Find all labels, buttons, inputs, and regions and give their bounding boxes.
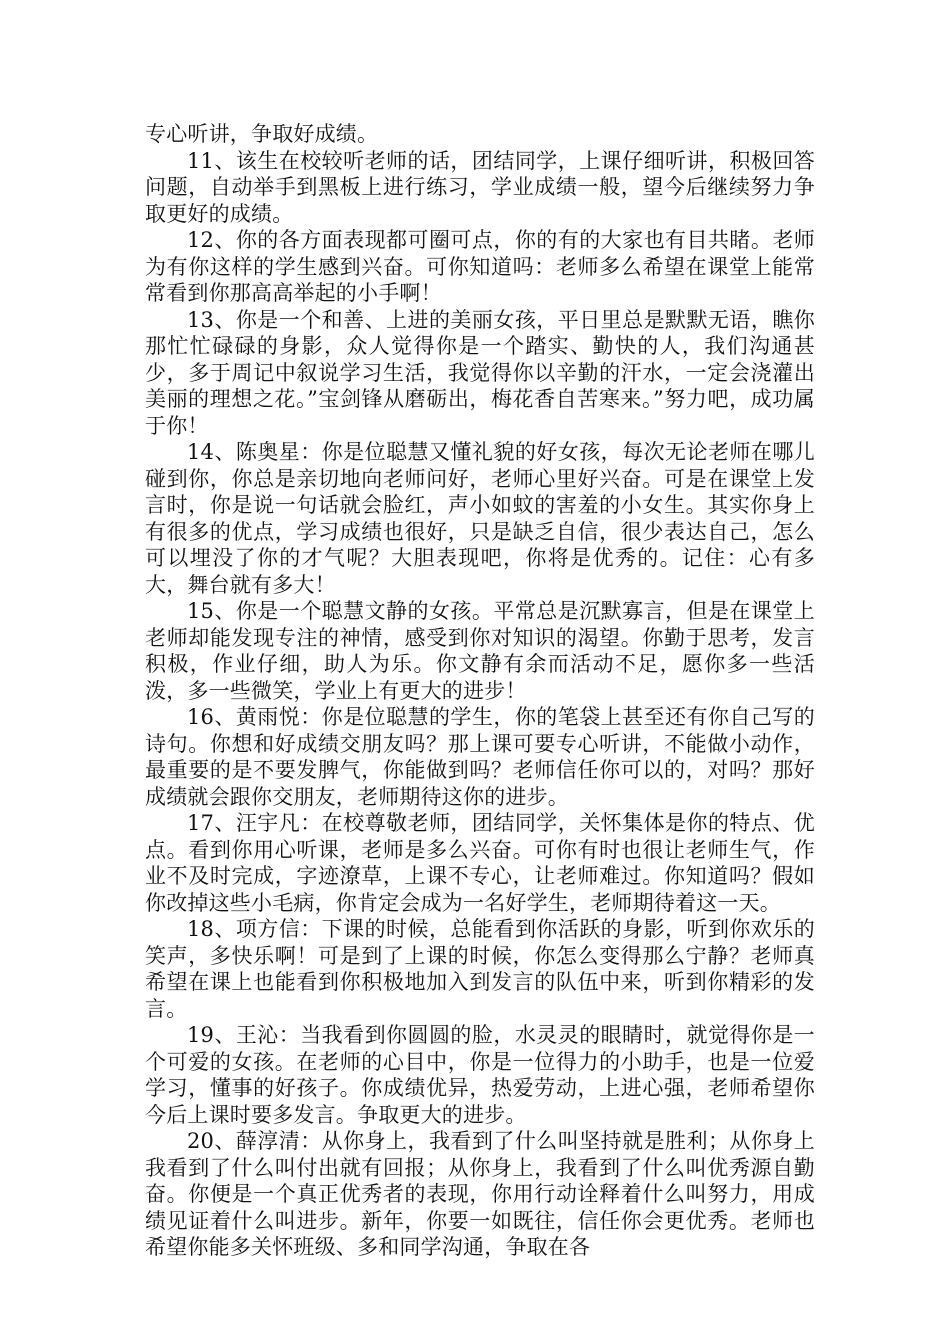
paragraph-comment-13: 13、你是一个和善、上进的美丽女孩，平日里总是默默无语，瞧你那忙忙碌碌的身影，众人觉得你是一个踏实、勤快的人，我们沟通甚少，多于周记中叙说学习生活，我觉得你以辛勤的汗水，一定会浇灌出美丽的理想之花。”宝剑锋从磨砺出，梅花香自苦寒来。”努力吧，成功属于你！ [145, 307, 815, 438]
paragraph-comment-15: 15、你是一个聪慧文静的女孩。平常总是沉默寡言，但是在课堂上老师却能发现专注的神情，感受到你对知识的渴望。你勤于思考，发言积极，作业仔细，助人为乐。你文静有余而活动不足，愿你多一些活泼，多一些微笑，学业上有更大的进步！ [145, 599, 815, 703]
paragraph-comment-16: 16、黄雨悦：你是位聪慧的学生，你的笔袋上甚至还有你自己写的诗句。你想和好成绩交朋友吗？那上课可要专心听讲，不能做小动作，最重要的是不要发脾气，你能做到吗？老师信任你可以的，对吗？那好成绩就会跟你交朋友，老师期待这你的进步。 [145, 705, 815, 809]
paragraph-comment-12: 12、你的各方面表现都可圈可点，你的有的大家也有目共睹。老师为有你这样的学生感到兴奋。可你知道吗：老师多么希望在课堂上能常常看到你那高高举起的小手啊！ [145, 228, 815, 305]
paragraph-comment-18: 18、项方信：下课的时候，总能看到你活跃的身影，听到你欢乐的笑声，多快乐啊！可是到了上课的时候，你怎么变得那么宁静？老师真希望在课上也能看到你积极地加入到发言的队伍中来，听到你精彩的发言。 [145, 917, 815, 1021]
paragraph-comment-17: 17、汪宇凡：在校尊敬老师，团结同学，关怀集体是你的特点、优点。看到你用心听课，老师是多么兴奋。可你有时也很让老师生气，作业不及时完成，字迹潦草，上课不专心，让老师难过。你知道吗？假如你改掉这些小毛病，你肯定会成为一名好学生，老师期待着这一天。 [145, 811, 815, 915]
paragraph-continuation: 专心听讲，争取好成绩。 [145, 122, 379, 146]
paragraph-comment-11: 11、该生在校较听老师的话，团结同学，上课仔细听讲，积极回答问题，自动举手到黑板上进行练习，学业成绩一般，望今后继续努力争取更好的成绩。 [145, 148, 815, 226]
paragraph-comment-14: 14、陈奥星：你是位聪慧又懂礼貌的好女孩，每次无论老师在哪儿碰到你，你总是亲切地向老师问好，老师心里好兴奋。可是在课堂上发言时，你是说一句话就会脸红，声小如蚊的害羞的小女生。其实你身上有很多的优点，学习成绩也很好，只是缺乏自信，很少表达自己，怎么可以埋没了你的才气呢？大胆表现吧，你将是优秀的。记住：心有多大，舞台就有多大！ [145, 440, 815, 597]
document-body [145, 121, 815, 1261]
paragraph-comment-20: 20、薛淳清：从你身上，我看到了什么叫坚持就是胜利；从你身上我看到了什么叫付出就有回报；从你身上，我看到了什么叫优秀源自勤奋。你便是一个真正优秀者的表现，你用行动诠释着什么叫努力，用成绩见证着什么叫进步。新年，你要一如既往，信任你会更优秀。老师也希望你能多关怀班级、多和同学沟通，争取在各 [145, 1129, 815, 1259]
paragraph-comment-19: 19、王沁：当我看到你圆圆的脸，水灵灵的眼睛时，就觉得你是一个可爱的女孩。在老师的心目中，你是一位得力的小助手，也是一位爱学习，懂事的好孩子。你成绩优异，热爱劳动，上进心强，老师希望你今后上课时要多发言。争取更大的进步。 [145, 1023, 815, 1127]
